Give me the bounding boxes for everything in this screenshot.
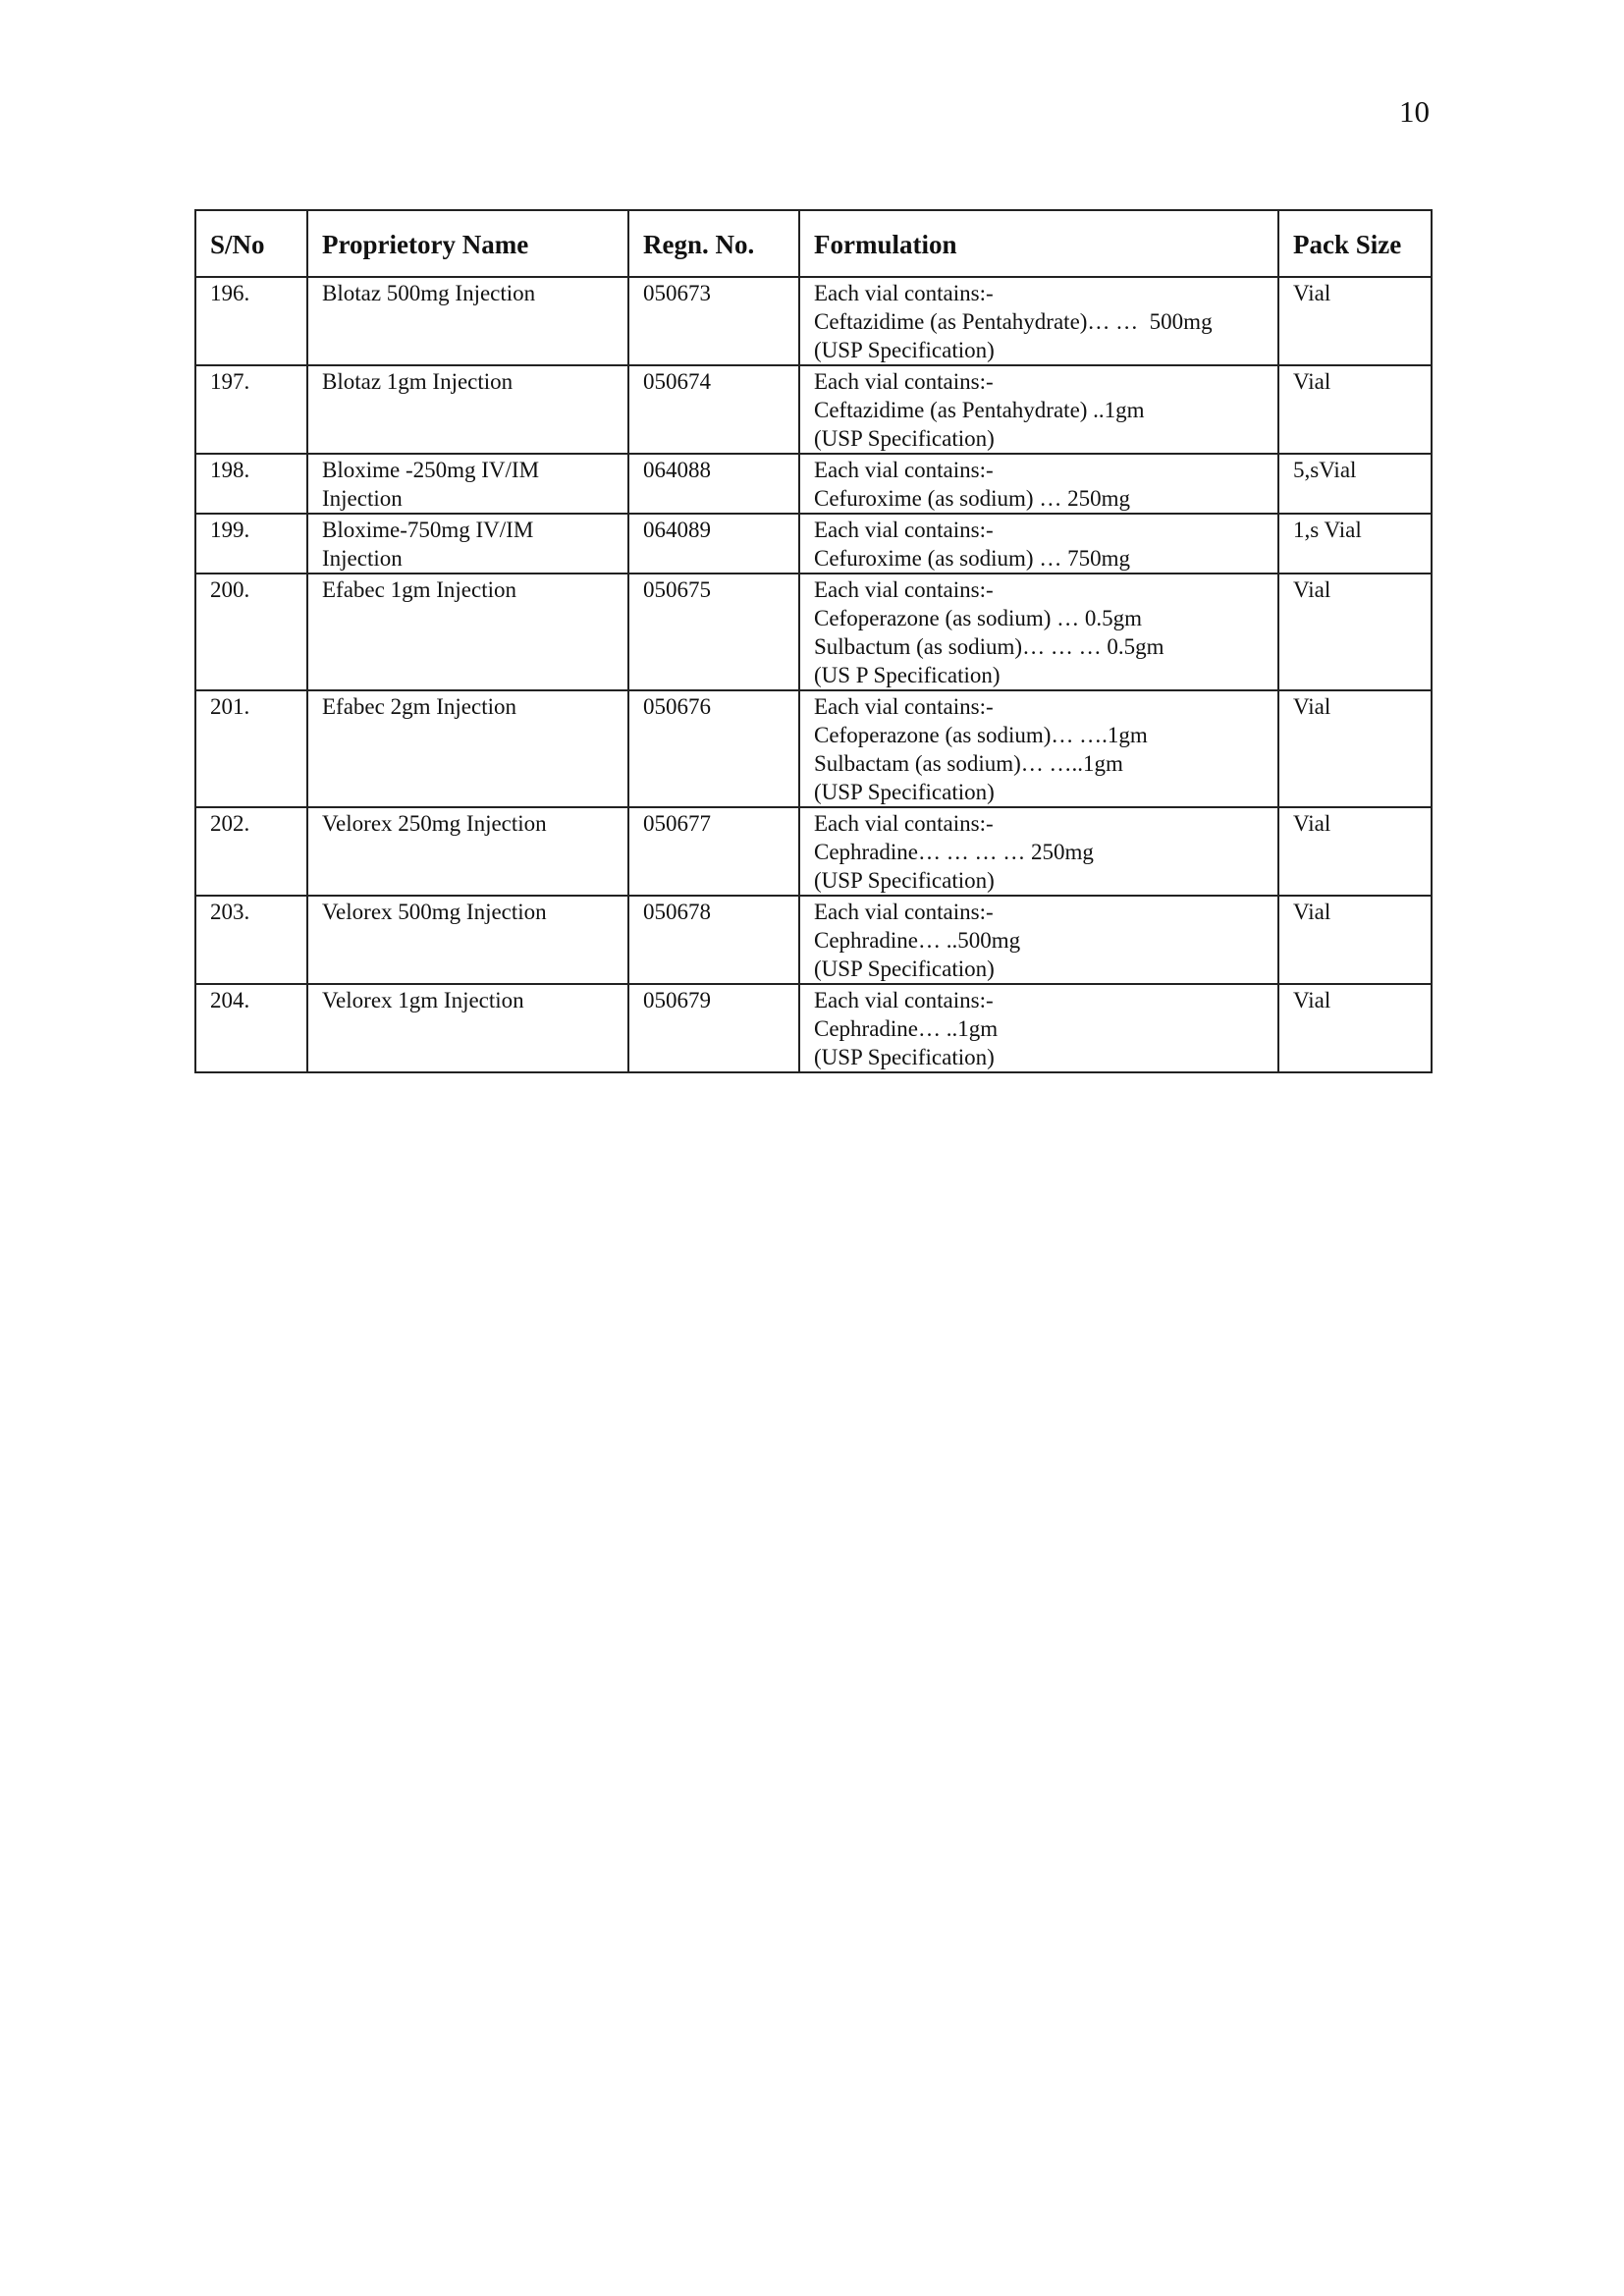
cell-formulation-line: (USP Specification) [814,780,995,804]
cell-formulation-line: Cephradine… ..500mg [814,928,1021,953]
cell-formulation-line: Each vial contains:- [814,577,994,602]
cell-formulation [799,807,1278,896]
cell-pack-size: Vial [1278,365,1432,454]
cell-proprietory-name-line: Blotaz 500mg Injection [322,281,536,305]
cell-regn-no: 050678 [628,896,799,984]
cell-proprietory-name-line: Velorex 500mg Injection [322,900,547,924]
cell-proprietory-name [307,365,628,454]
cell-sno: 204. [195,984,307,1072]
cell-sno: 196. [195,277,307,365]
cell-formulation-line: Cefoperazone (as sodium) … 0.5gm [814,606,1143,630]
cell-formulation-line: Each vial contains:- [814,900,994,924]
cell-regn-no: 050674 [628,365,799,454]
cell-formulation [799,690,1278,807]
cell-pack-size: Vial [1278,984,1432,1072]
cell-formulation-line: Each vial contains:- [814,281,994,305]
header-pack-size: Pack Size [1278,210,1432,277]
cell-proprietory-name-line: Injection [322,546,403,571]
cell-formulation [799,984,1278,1072]
cell-formulation-line: Sulbactam (as sodium)… …..1gm [814,751,1123,776]
table-body [195,277,1432,1072]
cell-proprietory-name [307,574,628,690]
drug-registration-table [194,209,1433,1073]
cell-pack-size: Vial [1278,690,1432,807]
header-regn-no: Regn. No. [628,210,799,277]
table-row [195,896,1432,984]
table-header-row [195,210,1432,277]
cell-proprietory-name-line: Injection [322,486,403,511]
cell-sno: 201. [195,690,307,807]
cell-pack-size: 1,s Vial [1278,514,1432,574]
cell-formulation-line: (US P Specification) [814,663,1001,687]
cell-pack-size: 5,sVial [1278,454,1432,514]
cell-formulation-line: Each vial contains:- [814,694,994,719]
cell-regn-no: 050679 [628,984,799,1072]
cell-formulation [799,277,1278,365]
cell-pack-size: Vial [1278,277,1432,365]
page-number: 10 [1399,94,1430,129]
cell-proprietory-name-line: Efabec 2gm Injection [322,694,516,719]
cell-proprietory-name-line: Bloxime -250mg IV/IM [322,458,540,482]
cell-formulation-line: (USP Specification) [814,426,995,451]
cell-formulation-line: Cephradine… … … … 250mg [814,840,1094,864]
cell-formulation-line: Sulbactum (as sodium)… … … 0.5gm [814,634,1164,659]
cell-pack-size: Vial [1278,807,1432,896]
cell-formulation [799,574,1278,690]
table-row [195,365,1432,454]
table-row [195,574,1432,690]
cell-regn-no: 050677 [628,807,799,896]
cell-formulation-line: Each vial contains:- [814,518,994,542]
cell-sno: 203. [195,896,307,984]
cell-formulation [799,514,1278,574]
cell-formulation-line: Each vial contains:- [814,811,994,836]
cell-sno: 198. [195,454,307,514]
cell-regn-no: 050676 [628,690,799,807]
cell-formulation-line: Cefoperazone (as sodium)… ….1gm [814,723,1148,747]
cell-proprietory-name [307,984,628,1072]
header-sno: S/No [195,210,307,277]
cell-formulation-line: Each vial contains:- [814,988,994,1012]
table-row [195,277,1432,365]
table-row [195,514,1432,574]
cell-formulation [799,365,1278,454]
cell-formulation-line: Each vial contains:- [814,369,994,394]
cell-proprietory-name [307,277,628,365]
cell-regn-no: 050675 [628,574,799,690]
cell-regn-no: 064088 [628,454,799,514]
table-row [195,807,1432,896]
cell-proprietory-name [307,690,628,807]
cell-formulation-line: (USP Specification) [814,957,995,981]
cell-formulation-line: Ceftazidime (as Pentahydrate) ..1gm [814,398,1145,422]
cell-formulation [799,454,1278,514]
cell-pack-size: Vial [1278,574,1432,690]
cell-proprietory-name [307,807,628,896]
cell-formulation-line: Each vial contains:- [814,458,994,482]
drug-registration-table-container [194,209,1431,1073]
cell-proprietory-name-line: Blotaz 1gm Injection [322,369,514,394]
cell-proprietory-name-line: Bloxime-750mg IV/IM [322,518,534,542]
cell-formulation-line: Cephradine… ..1gm [814,1016,999,1041]
cell-proprietory-name-line: Efabec 1gm Injection [322,577,516,602]
cell-regn-no: 064089 [628,514,799,574]
cell-formulation-line: Cefuroxime (as sodium) … 750mg [814,546,1130,571]
cell-formulation [799,896,1278,984]
table-row [195,690,1432,807]
cell-proprietory-name-line: Velorex 1gm Injection [322,988,524,1012]
table-row [195,454,1432,514]
cell-formulation-line: (USP Specification) [814,868,995,893]
header-proprietory-name: Proprietory Name [307,210,628,277]
cell-regn-no: 050673 [628,277,799,365]
cell-formulation-line: (USP Specification) [814,1045,995,1069]
table-header [195,210,1432,277]
cell-formulation-line: Cefuroxime (as sodium) … 250mg [814,486,1130,511]
cell-pack-size: Vial [1278,896,1432,984]
cell-proprietory-name-line: Velorex 250mg Injection [322,811,547,836]
table-row [195,984,1432,1072]
cell-formulation-line: Ceftazidime (as Pentahydrate)… … 500mg [814,309,1213,334]
cell-sno: 202. [195,807,307,896]
cell-sno: 200. [195,574,307,690]
cell-proprietory-name [307,514,628,574]
cell-proprietory-name [307,896,628,984]
header-formulation: Formulation [799,210,1278,277]
cell-sno: 199. [195,514,307,574]
cell-formulation-line: (USP Specification) [814,338,995,362]
cell-proprietory-name [307,454,628,514]
cell-sno: 197. [195,365,307,454]
